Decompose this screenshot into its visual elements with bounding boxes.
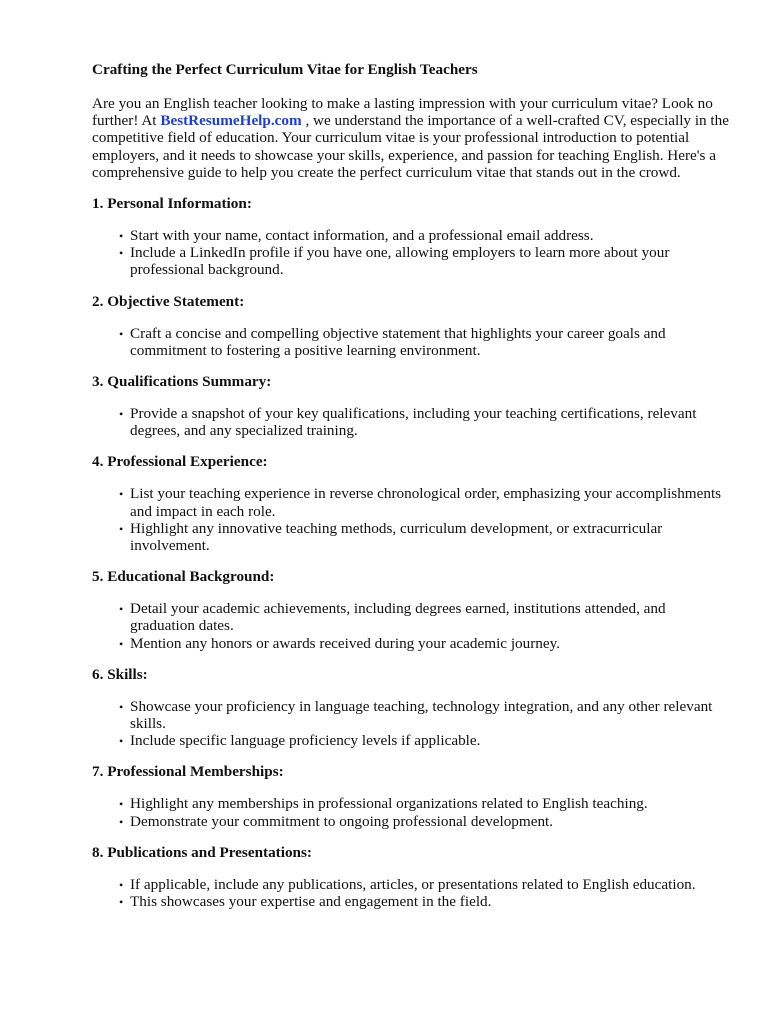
list-item	[119, 519, 732, 555]
bullet-icon: •	[119, 246, 124, 261]
bullet-icon: •	[119, 734, 124, 749]
list-item-text: Demonstrate your commitment to ongoing professional development.	[130, 812, 554, 830]
bullet-icon: •	[119, 229, 124, 244]
list-item	[119, 893, 732, 911]
section-personal-information	[92, 195, 732, 279]
bullet-list	[92, 227, 732, 279]
section-heading: 5. Educational Background:	[92, 568, 275, 586]
bullet-icon: •	[119, 487, 124, 502]
bullet-list	[92, 795, 732, 829]
bullet-icon: •	[119, 602, 124, 617]
bullet-icon: •	[119, 699, 124, 714]
list-item	[119, 634, 732, 652]
section-publications-and-presentations	[92, 844, 732, 910]
list-item	[119, 600, 732, 635]
list-item-text: Start with your name, contact information, and a professional email address.	[130, 227, 594, 245]
intro-paragraph	[92, 95, 732, 181]
bullet-icon: •	[119, 636, 124, 651]
list-item-text: If applicable, include any publications, articles, or presentations related to English education.	[130, 875, 696, 893]
bullet-list	[92, 876, 732, 910]
list-item-text: Highlight any memberships in professional organizations related to English teaching.	[130, 795, 648, 813]
list-item	[119, 405, 732, 440]
section-skills	[92, 666, 732, 750]
section-heading: 8. Publications and Presentations:	[92, 843, 312, 861]
intro-text-before-link: Are you an English teacher looking to make a lasting impression with your curriculum vitae? Look no further! At	[92, 95, 713, 130]
bullet-icon: •	[119, 797, 124, 812]
list-item	[119, 697, 732, 733]
section-heading: 1. Personal Information:	[92, 195, 252, 213]
list-item-text: Craft a concise and compelling objective statement that highlights your career goals and commitment to fostering a positive learning environment.	[130, 324, 666, 359]
bullet-icon: •	[119, 521, 124, 536]
bullet-icon: •	[119, 877, 124, 892]
list-item	[119, 244, 732, 279]
bullet-icon: •	[119, 407, 124, 422]
section-educational-background	[92, 568, 732, 652]
list-item-text: Include specific language proficiency levels if applicable.	[130, 732, 481, 750]
list-item-text: Include a LinkedIn profile if you have one, allowing employers to learn more about your professional background.	[130, 244, 670, 279]
section-professional-memberships	[92, 763, 732, 829]
list-item	[119, 324, 732, 359]
list-item	[119, 732, 732, 750]
bestresumehelp-link[interactable]: BestResumeHelp.com	[160, 112, 302, 130]
document-body	[92, 61, 732, 910]
list-item-text: Showcase your proficiency in language teaching, technology integration, and any other relevant skills.	[130, 697, 713, 733]
section-professional-experience	[92, 453, 732, 554]
list-item-text: Provide a snapshot of your key qualifications, including your teaching certifications, relevant degrees, and any specialized training.	[130, 405, 697, 440]
section-heading: 3. Qualifications Summary:	[92, 373, 272, 391]
list-item	[119, 485, 732, 520]
bullet-list	[92, 485, 732, 554]
section-heading: 7. Professional Memberships:	[92, 763, 284, 781]
document-title: Crafting the Perfect Curriculum Vitae for English Teachers	[92, 61, 478, 78]
bullet-icon: •	[119, 814, 124, 829]
list-item-text: Mention any honors or awards received during your academic journey.	[130, 634, 561, 652]
section-objective-statement	[92, 293, 732, 359]
list-item	[119, 875, 732, 893]
bullet-list	[92, 698, 732, 750]
list-item	[119, 812, 732, 830]
list-item-text: This showcases your expertise and engagement in the field.	[130, 893, 492, 911]
section-heading: 6. Skills:	[92, 665, 148, 683]
bullet-icon: •	[119, 895, 124, 910]
section-heading: 2. Objective Statement:	[92, 292, 245, 310]
section-heading: 4. Professional Experience:	[92, 453, 268, 471]
bullet-list	[92, 600, 732, 652]
bullet-list	[92, 405, 732, 439]
intro-text-after-link: , we understand the importance of a well-crafted CV, especially in the competitive field of education. Your curriculum vitae is your professional introduction to potential employers, and it needs to showcase your skills, experience, and passion for teaching English. Here's a comprehensive guide to help you create the perfect curriculum vitae that stands out in the crowd.	[92, 112, 729, 181]
list-item	[119, 795, 732, 813]
bullet-icon: •	[119, 326, 124, 341]
list-item-text: Detail your academic achievements, including degrees earned, institutions attended, and graduation dates.	[130, 600, 666, 635]
list-item-text: List your teaching experience in reverse chronological order, emphasizing your accomplishments and impact in each role.	[130, 485, 722, 520]
section-qualifications-summary	[92, 373, 732, 439]
list-item	[119, 227, 732, 245]
bullet-list	[92, 325, 732, 359]
list-item-text: Highlight any innovative teaching methods, curriculum development, or extracurricular involvement.	[130, 519, 663, 555]
